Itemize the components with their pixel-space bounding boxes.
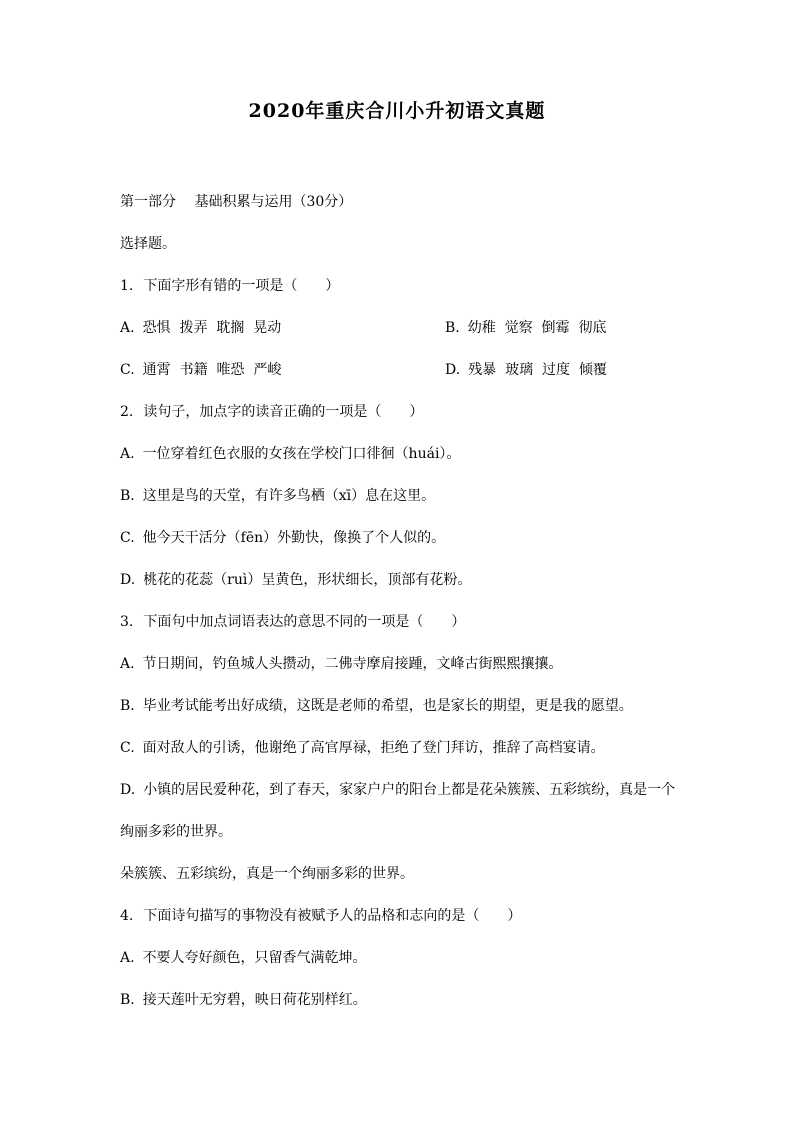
question-number: 4. bbox=[120, 908, 134, 924]
question-stem-text: 下面字形有错的一项是（ ） bbox=[143, 278, 340, 294]
option-label: C. bbox=[120, 362, 135, 378]
option-c bbox=[120, 349, 445, 391]
option-text: 接天莲叶无穷碧，映日荷花别样红。 bbox=[142, 992, 367, 1008]
option-d bbox=[120, 769, 680, 853]
question-3 bbox=[120, 601, 680, 895]
question-stem-text: 读句子，加点字的读音正确的一项是（ ） bbox=[143, 404, 424, 420]
option-label: A. bbox=[120, 656, 135, 672]
option-label: B. bbox=[120, 698, 135, 714]
option-text: 残暴 玻璃 过度 倾覆 bbox=[468, 362, 607, 378]
option-text: 这里是鸟的天堂，有许多鸟栖（xī）息在这里。 bbox=[142, 488, 436, 504]
question-stem-text: 下面诗句描写的事物没有被赋予人的品格和志向的是（ ） bbox=[143, 908, 522, 924]
option-d bbox=[120, 559, 680, 601]
option-text: 面对敌人的引诱，他谢绝了高官厚禄，拒绝了登门拜访，推辞了高档宴请。 bbox=[142, 740, 605, 756]
question-1-options-row-cd bbox=[120, 349, 680, 391]
option-a bbox=[120, 433, 680, 475]
option-c bbox=[120, 727, 680, 769]
page-title: 2020年重庆合川小升初语文真题 bbox=[248, 100, 546, 122]
option-label: A. bbox=[120, 320, 135, 336]
question-1-stem bbox=[120, 265, 680, 307]
option-a bbox=[120, 937, 680, 979]
option-b bbox=[445, 307, 680, 349]
option-b bbox=[120, 685, 680, 727]
question-4-stem bbox=[120, 895, 680, 937]
question-number: 3. bbox=[120, 614, 134, 630]
question-2-stem bbox=[120, 391, 680, 433]
option-label: D. bbox=[120, 572, 136, 588]
option-text: 通霄 书籍 唯恐 严峻 bbox=[142, 362, 282, 378]
option-label: C. bbox=[120, 740, 135, 756]
option-c bbox=[120, 517, 680, 559]
option-text: 桃花的花蕊（ruì）呈黄色，形状细长，顶部有花粉。 bbox=[143, 572, 472, 588]
option-label: D. bbox=[120, 782, 136, 798]
option-text: 节日期间，钓鱼城人头攒动，二佛寺摩肩接踵，文峰古街熙熙攘攘。 bbox=[142, 656, 563, 672]
section-subheader: 选择题。 bbox=[120, 236, 176, 252]
option-label: A. bbox=[120, 950, 135, 966]
question-number: 2. bbox=[120, 404, 134, 420]
option-a bbox=[120, 307, 445, 349]
option-a bbox=[120, 643, 680, 685]
option-label: A. bbox=[120, 446, 135, 462]
option-b bbox=[120, 979, 680, 1021]
option-b bbox=[120, 475, 680, 517]
question-number: 1. bbox=[120, 278, 134, 294]
option-label: C. bbox=[120, 530, 135, 546]
option-text: 幼稚 觉察 倒霉 彻底 bbox=[467, 320, 607, 336]
option-text: 他今天干活分（fēn）外勤快，像换了个人似的。 bbox=[142, 530, 446, 546]
option-d bbox=[445, 349, 680, 391]
option-label: D. bbox=[445, 362, 461, 378]
question-3-stem bbox=[120, 601, 680, 643]
option-text: 不要人夸好颜色，只留香气满乾坤。 bbox=[142, 950, 367, 966]
question-1 bbox=[120, 265, 680, 391]
document-body bbox=[0, 181, 794, 1021]
option-label: B. bbox=[120, 488, 135, 504]
option-label: B. bbox=[120, 992, 135, 1008]
question-1-options-row-ab bbox=[120, 307, 680, 349]
option-text: 一位穿着红色衣服的女孩在学校门口徘徊（huái）。 bbox=[142, 446, 461, 462]
question-stem-text: 下面句中加点词语表达的意思不同的一项是（ ） bbox=[143, 614, 466, 630]
section-header: 第一部分 基础积累与运用（30分） bbox=[120, 194, 353, 210]
question-4 bbox=[120, 895, 680, 1021]
option-label: B. bbox=[445, 320, 460, 336]
option-text: 小镇的居民爱种花，到了春天，家家户户的阳台上都是花朵簇簇、五彩缤纷，真是一个绚丽多彩的世界。 bbox=[120, 782, 676, 840]
option-text: 恐惧 拨弄 耽搁 晃动 bbox=[142, 320, 282, 336]
question-2 bbox=[120, 391, 680, 601]
stray-duplicate-line: 朵簇簇、五彩缤纷，真是一个绚丽多彩的世界。 bbox=[120, 866, 414, 882]
option-text: 毕业考试能考出好成绩，这既是老师的希望，也是家长的期望，更是我的愿望。 bbox=[142, 698, 633, 714]
